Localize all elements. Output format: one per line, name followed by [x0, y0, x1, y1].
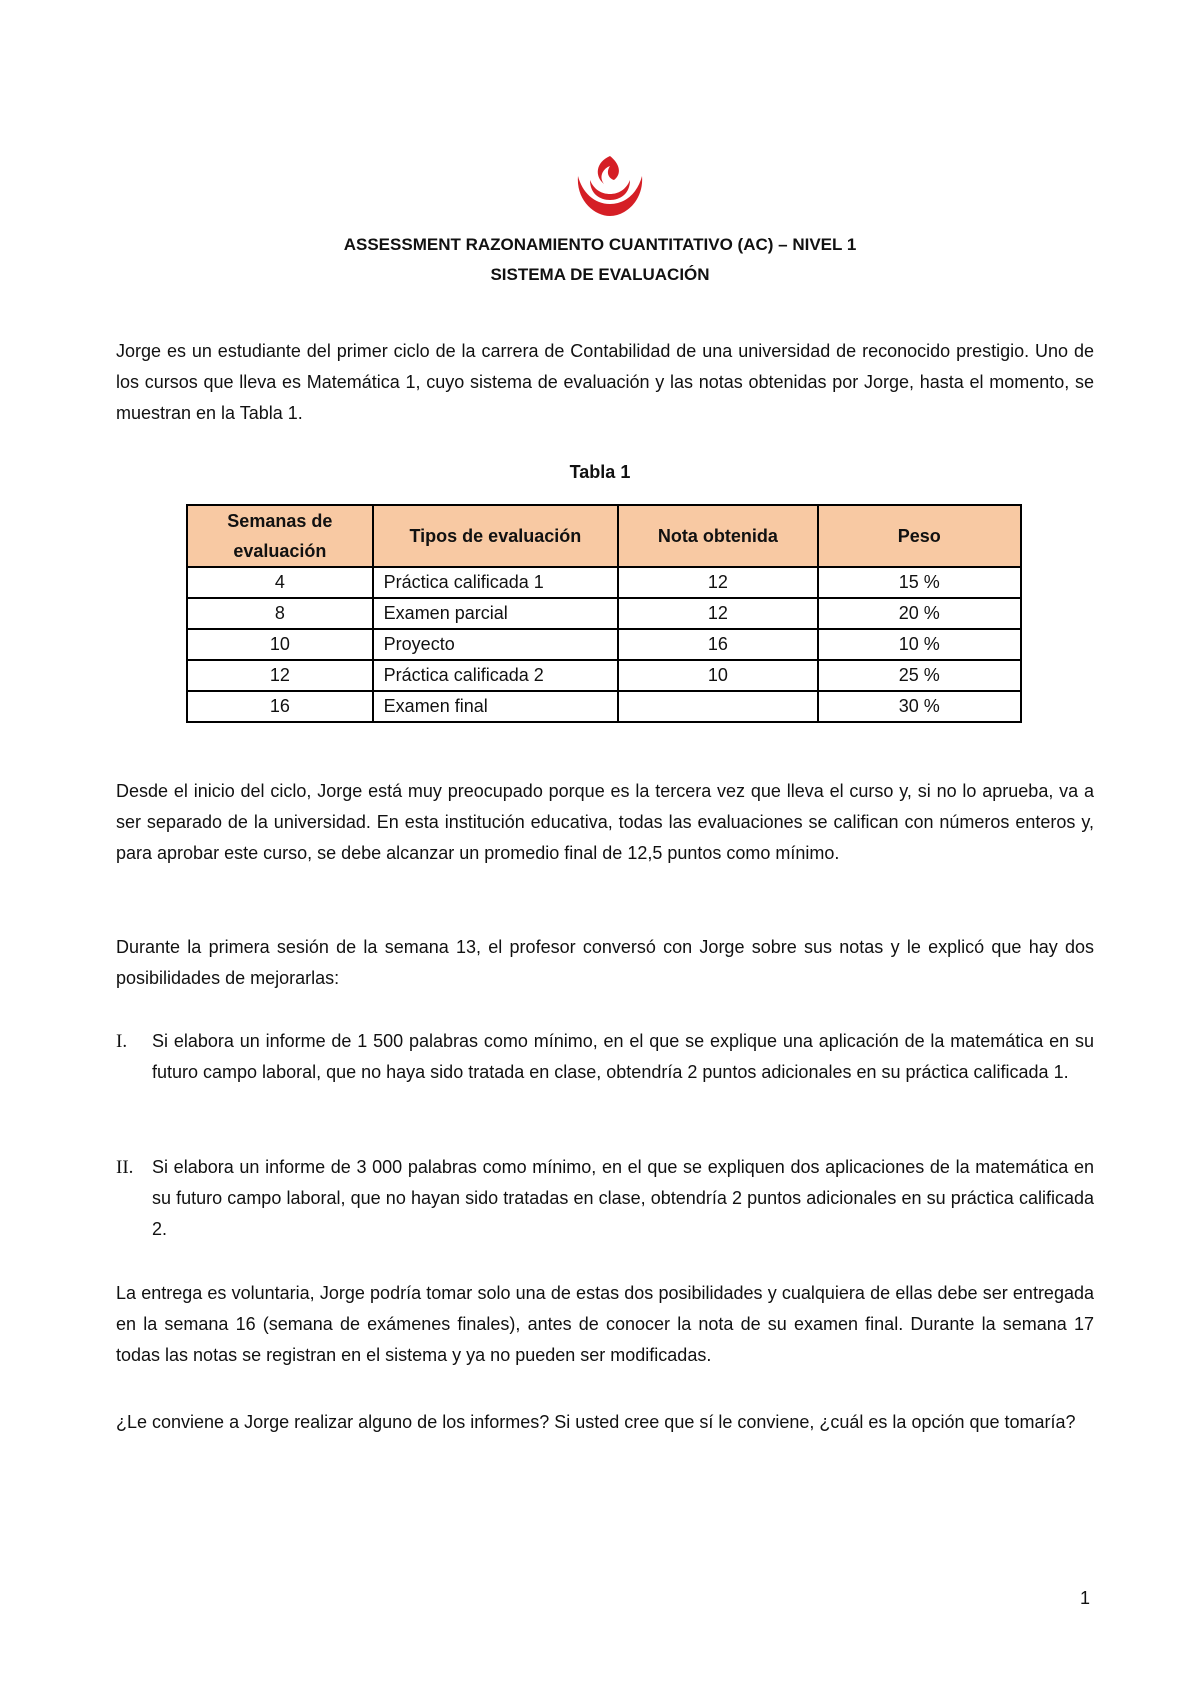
- cell-tipo: Proyecto: [373, 629, 618, 660]
- cell-nota: 12: [618, 567, 818, 598]
- column-header-semanas: Semanas de evaluación: [187, 505, 373, 567]
- intro-paragraph: [116, 336, 1094, 429]
- title-line-1: ASSESSMENT RAZONAMIENTO CUANTITATIVO (AC) – NIVEL 1: [343, 235, 857, 254]
- column-header-nota: Nota obtenida: [618, 505, 818, 567]
- cell-tipo: Práctica calificada 1: [373, 567, 618, 598]
- cell-semana: 12: [187, 660, 373, 691]
- question-text: ¿Le conviene a Jorge realizar alguno de los informes? Si usted cree que sí le conviene, ¿cuál es la opción que tomaría?: [116, 1412, 1076, 1432]
- cell-nota: 10: [618, 660, 818, 691]
- page-number: 1: [1079, 1588, 1090, 1608]
- table-row: [187, 660, 1021, 691]
- cell-nota: 16: [618, 629, 818, 660]
- cell-peso: 10 %: [818, 629, 1021, 660]
- paragraph-delivery-text: La entrega es voluntaria, Jorge podría tomar solo una de estas dos posibilidades y cualquiera de ellas debe ser entregada en la semana 16 (semana de exámenes finales), antes de conocer la nota de su examen final. Durante la semana 17 todas las notas se registran en el sistema y ya no pueden ser modificadas.: [116, 1283, 1094, 1365]
- option-numeral: II.: [116, 1157, 134, 1178]
- option-item-ii: [116, 1152, 1094, 1245]
- paragraph-options-intro: [116, 932, 1094, 994]
- upc-flame-logo: [570, 150, 650, 220]
- cell-semana: 10: [187, 629, 373, 660]
- cell-peso: 25 %: [818, 660, 1021, 691]
- paragraph-options-intro-text: Durante la primera sesión de la semana 13, el profesor conversó con Jorge sobre sus notas y le explicó que hay dos posibilidades de mejorarlas:: [116, 937, 1094, 988]
- cell-tipo: Práctica calificada 2: [373, 660, 618, 691]
- document-title: [0, 230, 1200, 290]
- option-item-i: [116, 1026, 1094, 1088]
- cell-semana: 16: [187, 691, 373, 722]
- table-row: [187, 629, 1021, 660]
- paragraph-concern-text: Desde el inicio del ciclo, Jorge está muy preocupado porque es la tercera vez que lleva el curso y, si no lo aprueba, va a ser separado de la universidad. En esta institución educativa, todas las evaluaciones se califican con números enteros y, para aprobar este curso, se debe alcanzar un promedio final de 12,5 puntos como mínimo.: [116, 781, 1094, 863]
- cell-tipo: Examen final: [373, 691, 618, 722]
- cell-peso: 20 %: [818, 598, 1021, 629]
- paragraph-delivery: [116, 1278, 1094, 1371]
- table-row: [187, 598, 1021, 629]
- option-text: Si elabora un informe de 1 500 palabras como mínimo, en el que se explique una aplicación de la matemática en su futuro campo laboral, que no haya sido tratada en clase, obtendría 2 puntos adicionales en su práctica calificada 1.: [152, 1031, 1094, 1082]
- cell-tipo: Examen parcial: [373, 598, 618, 629]
- cell-nota: 12: [618, 598, 818, 629]
- cell-peso: 30 %: [818, 691, 1021, 722]
- intro-text: Jorge es un estudiante del primer ciclo de la carrera de Contabilidad de una universidad de reconocido prestigio. Uno de los cursos que lleva es Matemática 1, cuyo sistema de evaluación y las notas obtenidas por Jorge, hasta el momento, se muestran en la Tabla 1.: [116, 341, 1094, 423]
- option-text: Si elabora un informe de 3 000 palabras como mínimo, en el que se expliquen dos aplicaciones de la matemática en su futuro campo laboral, que no hayan sido tratadas en clase, obtendría 2 puntos adicionales en su práctica calificada 2.: [152, 1157, 1094, 1239]
- paragraph-concern: [116, 776, 1094, 869]
- table-caption: Tabla 1: [569, 462, 631, 482]
- option-numeral: I.: [116, 1031, 128, 1052]
- table-row: [187, 691, 1021, 722]
- table-header-row: [187, 505, 1021, 567]
- cell-peso: 15 %: [818, 567, 1021, 598]
- cell-nota: [618, 691, 818, 722]
- column-header-tipos: Tipos de evaluación: [373, 505, 618, 567]
- title-line-2: SISTEMA DE EVALUACIÓN: [490, 265, 710, 284]
- cell-semana: 4: [187, 567, 373, 598]
- cell-semana: 8: [187, 598, 373, 629]
- table-row: [187, 567, 1021, 598]
- column-header-peso: Peso: [818, 505, 1021, 567]
- evaluation-table: [186, 504, 1022, 723]
- question-paragraph: [116, 1404, 1094, 1440]
